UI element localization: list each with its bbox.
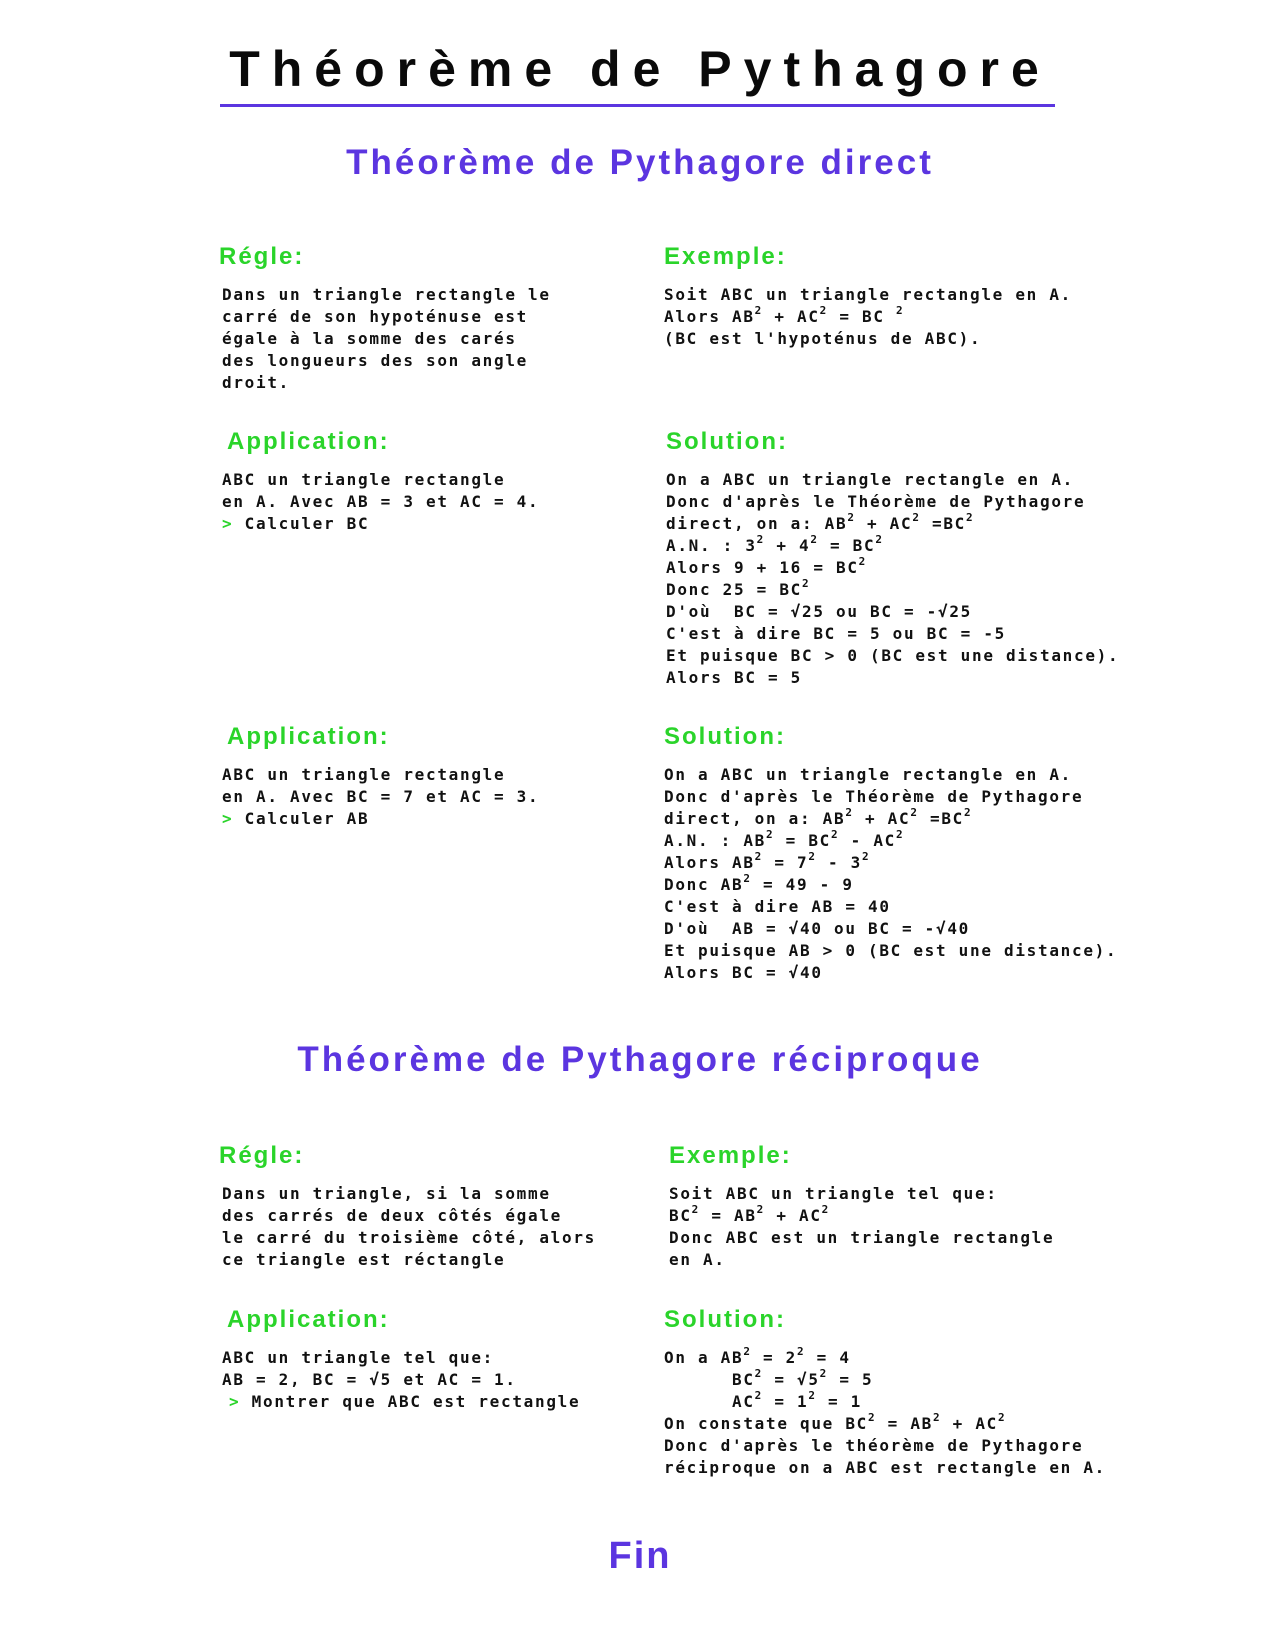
rule-line: égale à la somme des carés (222, 329, 517, 348)
application-heading: Application: (227, 428, 390, 455)
solution-text (666, 469, 1119, 689)
section-title-reciprocal: Théorème de Pythagore réciproque (297, 1040, 983, 1079)
solution-line: On a ABC un triangle rectangle en A. (666, 470, 1074, 489)
section-title-direct: Théorème de Pythagore direct (346, 143, 934, 182)
solution-line: On a $AB^2 = 2^2 = 4$ (664, 1345, 851, 1367)
example-line: (BC est l'hypoténus de ABC). (664, 329, 982, 348)
application-text (222, 1347, 580, 1413)
rule-line: des carrés de deux côtés égale (222, 1206, 562, 1225)
rule-line: Dans un triangle, si la somme (222, 1184, 551, 1203)
solution-line: Donc d'après le théorème de Pythagore (664, 1436, 1084, 1455)
rule-line: ce triangle est réctangle (222, 1250, 506, 1269)
solution-line: Donc d'après le Théorème de Pythagore (666, 492, 1086, 511)
example-line: Soit ABC un triangle tel que: (669, 1184, 998, 1203)
application-task: > Calculer BC (222, 514, 370, 533)
solution-line: réciproque on a ABC est rectangle en A. (664, 1458, 1106, 1477)
page-title: Théorème de Pythagore (229, 41, 1051, 97)
application-task: > Montrer que ABC est rectangle (229, 1392, 581, 1411)
rule-line: droit. (222, 373, 290, 392)
example-formula: $BC^2 = AB^2 + AC^2$ (669, 1203, 830, 1225)
solution-heading: Solution: (664, 1306, 786, 1333)
rule-line: le carré du troisième côté, alors (222, 1228, 596, 1247)
application-heading: Application: (227, 723, 390, 750)
solution-line: Alors BC = √40 (664, 963, 823, 982)
application-line: ABC un triangle tel que: (222, 1348, 494, 1367)
solution-text (664, 764, 1117, 984)
rule-text (222, 1183, 596, 1271)
example-text (669, 1183, 1054, 1271)
example-line: en A. (669, 1250, 726, 1269)
solution-text (664, 1347, 1106, 1479)
solution-heading: Solution: (666, 428, 788, 455)
solution-line: Donc $25 = BC^2$ (666, 577, 811, 599)
solution-line: Alors $AB^2 = 7^2 - 3^2$ (664, 850, 871, 872)
title-underline (220, 104, 1055, 107)
solution-line: Donc d'après le Théorème de Pythagore (664, 787, 1084, 806)
solution-line: C'est à dire BC = 5 ou BC = -5 (666, 624, 1006, 643)
application-line: AB = 2, BC = √5 et AC = 1. (222, 1370, 517, 1389)
solution-line: Et puisque AB > 0 (BC est une distance). (664, 941, 1118, 960)
example-heading: Exemple: (669, 1142, 792, 1169)
application-line: en A. Avec BC = 7 et AC = 3. (222, 787, 540, 806)
rule-line: Dans un triangle rectangle le (222, 285, 551, 304)
solution-line: direct, on a: $AB^2 + AC^2 =BC^2$ (666, 511, 975, 533)
rule-heading: Régle: (219, 243, 305, 270)
example-heading: Exemple: (664, 243, 787, 270)
example-line: Donc ABC est un triangle rectangle (669, 1228, 1055, 1247)
rule-text (222, 284, 551, 394)
solution-line: A.N. : $AB^2 = BC^2 - AC^2$ (664, 828, 905, 850)
example-text (664, 284, 1072, 350)
footer-end: Fin (608, 1535, 672, 1577)
arrow-icon: > (229, 1392, 241, 1411)
application-line: en A. Avec AB = 3 et AC = 4. (222, 492, 540, 511)
example-line: Soit ABC un triangle rectangle en A. (664, 285, 1072, 304)
arrow-icon: > (222, 809, 234, 828)
solution-line: $BC^2 = √5^2 = 5$ (664, 1367, 874, 1389)
application-line: ABC un triangle rectangle (222, 470, 506, 489)
solution-line: A.N. : $3^2 + 4^2 = BC^2$ (666, 533, 884, 555)
solution-line: Donc $AB^2 = 49 - 9$ (664, 872, 854, 894)
solution-line: D'où BC = √25 ou BC = -√25 (666, 602, 972, 621)
solution-line: Et puisque BC > 0 (BC est une distance). (666, 646, 1120, 665)
solution-line: On constate que $BC^2 = AB^2 + AC^2$ (664, 1411, 1007, 1433)
solution-line: Alors BC = 5 (666, 668, 802, 687)
rule-line: des longueurs des son angle (222, 351, 528, 370)
arrow-icon: > (222, 514, 234, 533)
solution-line: D'où AB = √40 ou BC = -√40 (664, 919, 970, 938)
solution-line: Alors $9 + 16 = BC^2$ (666, 555, 867, 577)
solution-heading: Solution: (664, 723, 786, 750)
solution-line: direct, on a: $AB^2 + AC^2 =BC^2$ (664, 806, 973, 828)
application-heading: Application: (227, 1306, 390, 1333)
application-task: > Calculer AB (222, 809, 370, 828)
solution-line: C'est à dire AB = 40 (664, 897, 891, 916)
solution-line: $AC^2 = 1^2 = 1$ (664, 1389, 863, 1411)
example-formula: Alors $AB^2 + AC^2$ = BC $^2$ (664, 304, 905, 326)
rule-line: carré de son hypoténuse est (222, 307, 528, 326)
solution-line: On a ABC un triangle rectangle en A. (664, 765, 1072, 784)
rule-heading: Régle: (219, 1142, 305, 1169)
application-text (222, 469, 539, 535)
application-line: ABC un triangle rectangle (222, 765, 506, 784)
application-text (222, 764, 539, 830)
